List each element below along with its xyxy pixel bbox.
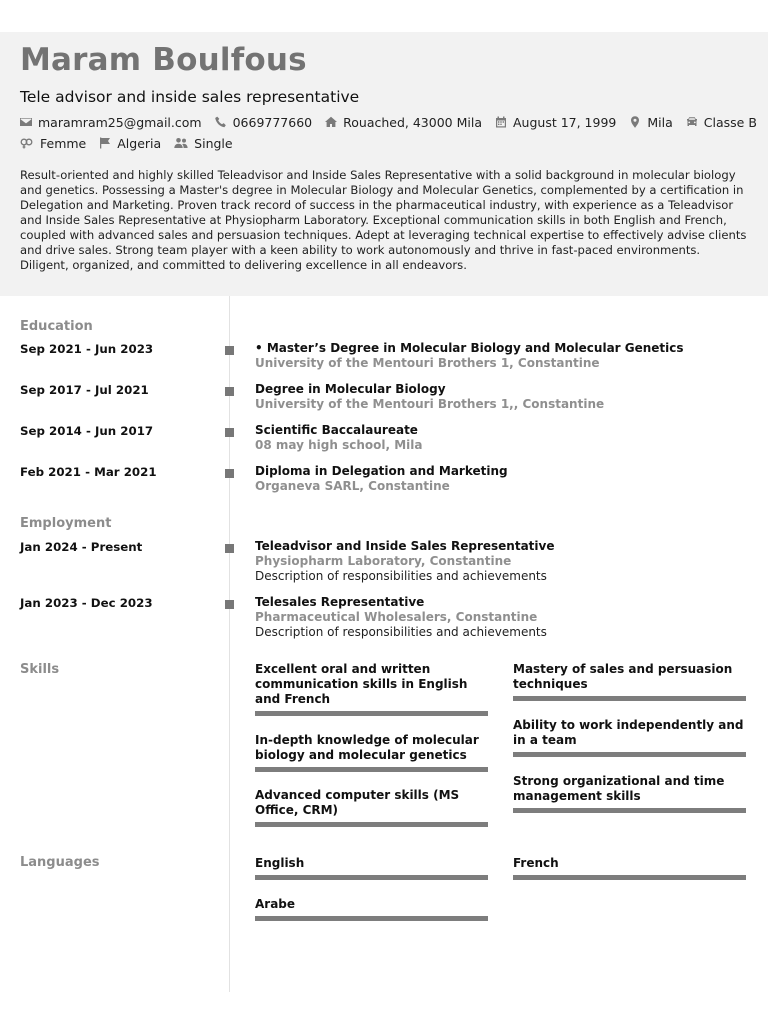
entry-title: Teleadvisor and Inside Sales Representative (255, 539, 555, 553)
employment-section-title: Employment (20, 516, 112, 531)
contact-row-2 (20, 135, 246, 151)
candidate-name: Maram Boulfous (20, 42, 307, 78)
contact-birthdate (495, 115, 616, 130)
contact-marital-status (174, 136, 232, 151)
language-level-bar (513, 875, 746, 880)
contact-phone[interactable] (215, 115, 313, 130)
education-date: Sep 2021 - Jun 2023 (20, 342, 154, 356)
entry-subtitle: Organeva SARL, Constantine (255, 479, 450, 493)
education-entry (255, 464, 755, 494)
employment-entry (255, 595, 755, 640)
phone-text: 0669777660 (232, 114, 313, 130)
contact-address (325, 115, 482, 130)
timeline-bullet (225, 428, 234, 437)
entry-title: • Master’s Degree in Molecular Biology and Molecular Genetics (255, 341, 684, 355)
skill-item (513, 662, 746, 692)
contact-birthplace (629, 115, 672, 130)
contact-license (686, 115, 757, 130)
flag-icon (99, 137, 111, 149)
timeline-bullet (225, 544, 234, 553)
nationality-text: Algeria (117, 135, 162, 151)
language-item (255, 897, 488, 912)
skill-label: Advanced computer skills (MS Office, CRM) (255, 788, 460, 817)
map-pin-icon (629, 116, 641, 128)
contact-nationality (99, 136, 161, 151)
skill-label: In-depth knowledge of molecular biology and molecular genetics (255, 733, 479, 762)
education-entry (255, 423, 755, 453)
skill-label: Ability to work independently and in a team (513, 718, 744, 747)
employment-entry (255, 539, 755, 584)
entry-description: Description of responsibilities and achievements (255, 569, 547, 583)
skill-level-bar (513, 752, 746, 757)
users-icon (174, 137, 188, 149)
education-date: Feb 2021 - Mar 2021 (20, 465, 157, 479)
skill-label: Mastery of sales and persuasion techniques (513, 662, 733, 691)
resume-header (0, 32, 768, 296)
gender-text: Femme (40, 135, 87, 151)
envelope-icon (20, 116, 32, 128)
entry-subtitle: Physiopharm Laboratory, Constantine (255, 554, 512, 568)
entry-subtitle: Pharmaceutical Wholesalers, Constantine (255, 610, 538, 624)
language-item (513, 856, 746, 871)
skill-level-bar (255, 711, 488, 716)
entry-subtitle: 08 may high school, Mila (255, 438, 423, 452)
language-item (255, 856, 488, 871)
education-entry (255, 341, 755, 371)
license-text: Classe B (703, 114, 757, 130)
marital-status-text: Single (194, 135, 233, 151)
skill-label: Excellent oral and written communication skills in English and French (255, 662, 468, 706)
candidate-headline: Tele advisor and inside sales representative (20, 88, 360, 106)
skill-item (255, 733, 488, 763)
skills-section-title: Skills (20, 662, 60, 677)
home-icon (325, 116, 337, 128)
contact-email[interactable] (20, 115, 202, 130)
skill-label: Strong organizational and time management skills (513, 774, 725, 803)
entry-subtitle: University of the Mentouri Brothers 1,, Constantine (255, 397, 605, 411)
entry-title: Diploma in Delegation and Marketing (255, 464, 508, 478)
language-label: English (255, 856, 305, 870)
language-label: French (513, 856, 559, 870)
address-text: Rouached, 43000 Mila (343, 114, 482, 130)
skill-level-bar (255, 767, 488, 772)
entry-title: Degree in Molecular Biology (255, 382, 446, 396)
birthdate-text: August 17, 1999 (512, 114, 617, 130)
skill-item (255, 662, 488, 707)
timeline-bullet (225, 346, 234, 355)
timeline-bullet (225, 469, 234, 478)
entry-description: Description of responsibilities and achievements (255, 625, 547, 639)
entry-title: Scientific Baccalaureate (255, 423, 418, 437)
language-label: Arabe (255, 897, 296, 911)
skill-item (513, 774, 746, 804)
languages-section-title: Languages (20, 855, 100, 870)
education-date: Sep 2014 - Jun 2017 (20, 424, 154, 438)
skill-item (255, 788, 488, 818)
profile-summary: Result-oriented and highly skilled Teleadvisor and Inside Sales Representative with a solid background in molecular biology and genetics. Possessing a Master's degree in Molecular Biology and Molecular Genetics, complemented by a certification in Delegation and Marketing. Proven track record of success in the pharmaceutical industry, with experience as a Teleadvisor and Inside Sales Representative at Physiopharm Laboratory. Exceptional communication skills in both English and French, coupled with advanced sales and persuasion techniques. Adept at leveraging technical expertise to effectively advise clients and drive sales. Strong team player with a keen ability to work autonomously and thrive in fast-paced environments. Diligent, organized, and committed to delivering excellence in all endeavors. (20, 168, 747, 272)
contact-row-1 (20, 114, 768, 130)
education-section-title: Education (20, 319, 93, 334)
education-date: Sep 2017 - Jul 2021 (20, 383, 149, 397)
employment-date: Jan 2024 - Present (20, 540, 143, 554)
education-entry (255, 382, 755, 412)
email-text: maramram25@gmail.com (38, 114, 202, 130)
language-level-bar (255, 875, 488, 880)
language-level-bar (255, 916, 488, 921)
timeline-bullet (225, 600, 234, 609)
entry-subtitle: University of the Mentouri Brothers 1, Constantine (255, 356, 600, 370)
skill-level-bar (255, 822, 488, 827)
skill-level-bar (513, 808, 746, 813)
car-icon (686, 116, 698, 128)
gender-icon (20, 137, 34, 149)
calendar-icon (495, 116, 507, 128)
phone-icon (215, 116, 227, 128)
employment-date: Jan 2023 - Dec 2023 (20, 596, 153, 610)
entry-title: Telesales Representative (255, 595, 425, 609)
timeline-bullet (225, 387, 234, 396)
birthplace-text: Mila (647, 114, 673, 130)
column-divider (229, 296, 230, 992)
skill-item (513, 718, 746, 748)
contact-gender (20, 136, 86, 151)
skill-level-bar (513, 696, 746, 701)
